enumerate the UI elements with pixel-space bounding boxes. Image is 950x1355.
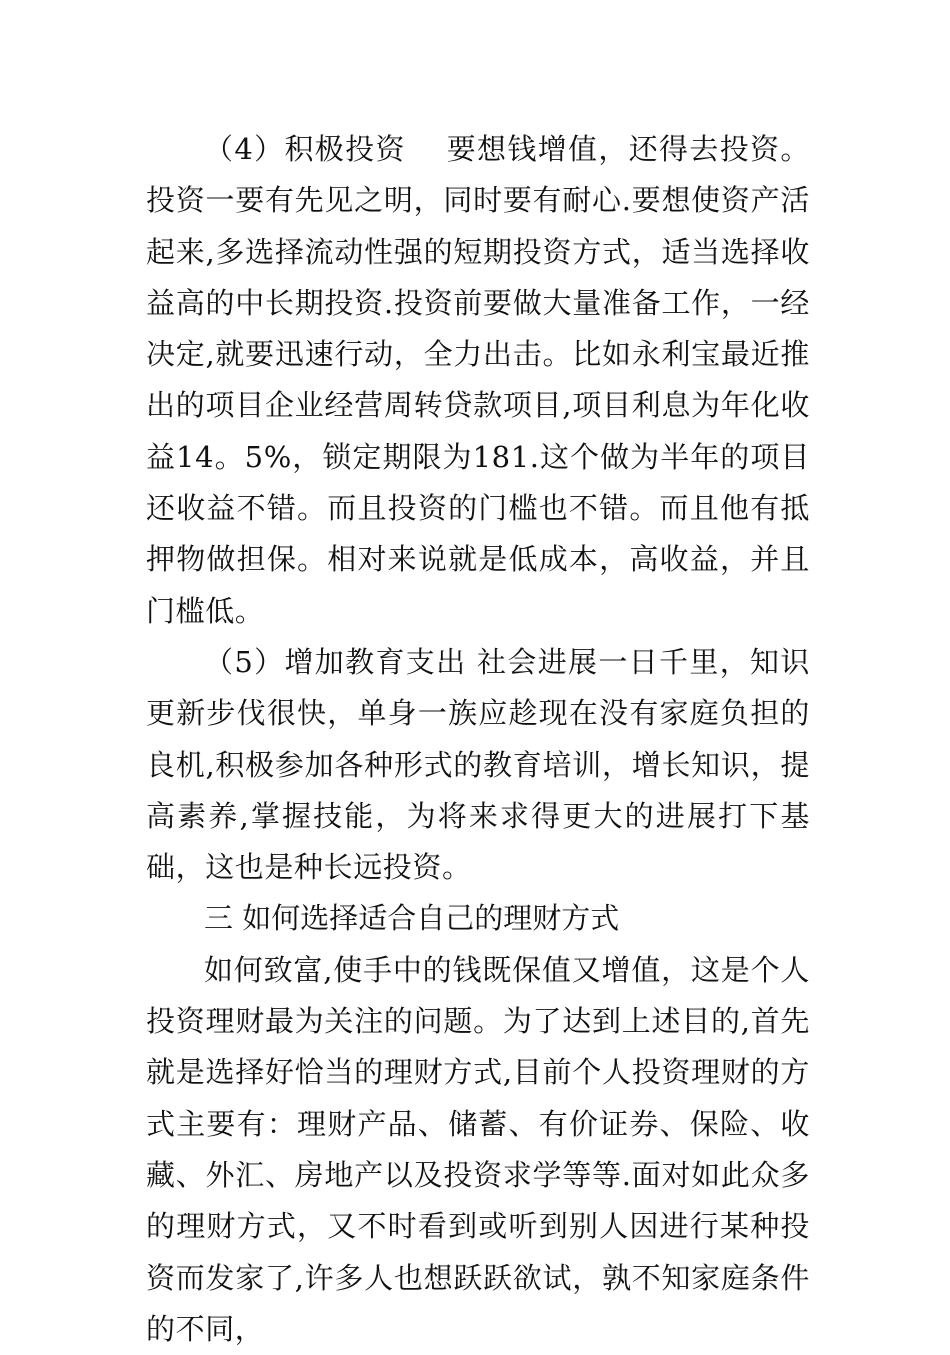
paragraph-education-spending: （5）增加教育支出 社会进展一日千里，知识更新步伐很快，单身一族应趁现在没有家庭负担的良机,积极参加各种形式的教育培训，增长知识，提高素养,掌握技能，为将来求得更大的进展打下基础，这也是种长远投资。 [146, 644, 810, 885]
paragraph-invest-actively: （4）积极投资 要想钱增值，还得去投资。投资一要有先见之明，同时要有耐心.要想使资产活起来,多选择流动性强的短期投资方式，适当选择收益高的中长期投资.投资前要做大量准备工作，一经决定,就要迅速行动，全力出击。比如永利宝最近推出的项目企业经营周转贷款项目,项目利息为年化收益14。5%，锁定期限为181.这个做为半年的项目还收益不错。而且投资的门槛也不错。而且他有抵押物做担保。相对来说就是低成本，高收益，并且门槛低。 [146, 132, 810, 628]
paragraph-choose-method: 如何致富,使手中的钱既保值又增值，这是个人投资理财最为关注的问题。为了达到上述目的,首先就是选择好恰当的理财方式,目前个人投资理财的方式主要有：理财产品、储蓄、有价证券、保险、收藏、外汇、房地产以及投资求学等等.面对如此众多的理财方式，又不时看到或听到别人因进行某种投资而发家了,许多人也想跃跃欲试，孰不知家庭条件的不同， [146, 952, 810, 1346]
document-body [146, 124, 810, 1355]
section-heading: 三 如何选择适合自己的理财方式 [204, 901, 620, 936]
